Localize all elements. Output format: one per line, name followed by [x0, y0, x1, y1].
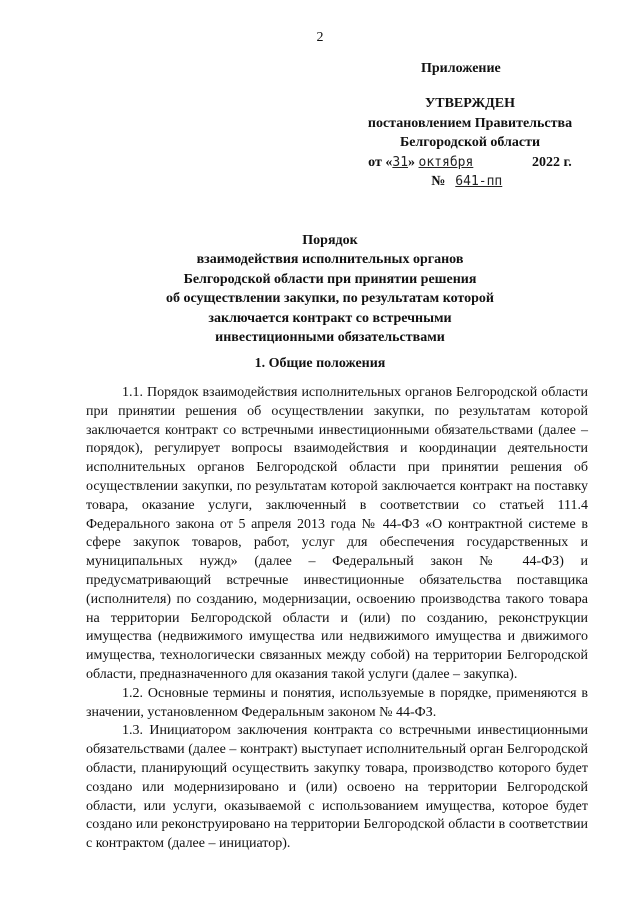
approved-heading: УТВЕРЖДЕН [424, 96, 516, 111]
title-line: Порядок [302, 233, 358, 248]
approval-number [355, 172, 585, 192]
date-mid: » [408, 154, 416, 170]
paragraph-1-1: 1.1. Порядок взаимодействия исполнительных органов Белгородской области при принятии решения об осуществлении закупки, по результатам которой заключается контракт со встречными инвестиционными обязательствами (далее – порядок), регулирует вопросы взаимодействия и координации деятельности исполнительных органов Белгородской области при принятии решения об осуществлении закупки, по результатам которой заключается контракт на поставку товара, оказание услуги, заключенный в соответствии со статьей 111.4 Федерального закона от 5 апреля 2013 года № 44-ФЗ «О контрактной системе в сфере закупок товаров, работ, услуг для обеспечения государственных и муниципальных нужд» (далее – Федеральный закон № 44-ФЗ) и предусматривающий встречные инвестиционные обязательства поставщика (исполнителя) по созданию, модернизации, освоению производства такого товара на территории Белгородской области и (или) по созданию, реконструкции имущества (недвижимого имущества или недвижимого имущества и движимого имущества, технологически связанных между собой) на территории Белгородской области, предназначенного для оказания такой услуги (далее – закупка). [86, 385, 588, 682]
paragraph-1-2: 1.2. Основные термины и понятия, используемые в порядке, применяются в значении, установленном Федеральным законом № 44-ФЗ. [86, 685, 588, 720]
number-prefix: № [431, 174, 446, 190]
document-title [110, 231, 550, 347]
page-number: 2 [316, 30, 324, 45]
annex-label: Приложение [421, 61, 501, 76]
title-line: об осуществлении закупки, по результатам которой [166, 291, 494, 307]
body-text [86, 384, 588, 854]
approved-by-line: постановлением Правительства [367, 115, 573, 131]
title-line: инвестиционными обязательствами [215, 330, 445, 346]
approval-date [355, 153, 585, 173]
title-line: взаимодействия исполнительных органов [196, 252, 464, 268]
title-line: заключается контракт со встречными [208, 310, 452, 326]
section-title: 1. Общие положения [254, 356, 386, 371]
date-month: октября [418, 154, 474, 170]
date-year: 2022 г. [532, 154, 572, 170]
title-line: Белгородской области при принятии решения [183, 271, 477, 287]
date-day: 31 [392, 154, 409, 170]
number-value: 641-пп [455, 174, 503, 190]
region-line: Белгородской области [399, 135, 541, 151]
approval-block [355, 94, 585, 192]
date-prefix: от « [368, 154, 393, 170]
paragraph-1-3: 1.3. Инициатором заключения контракта со встречными инвестиционными обязательствами (далее – контракт) выступает исполнительный орган Белгородской области, планирующий осуществить закупку товара, производство которого будет создано или модернизировано и (или) освоено на территории Белгородской области, или услуги, оказываемой с использованием имущества, которое будет создано или реконструировано на территории Белгородской области в соответствии с контрактом (далее – инициатор). [86, 723, 588, 852]
